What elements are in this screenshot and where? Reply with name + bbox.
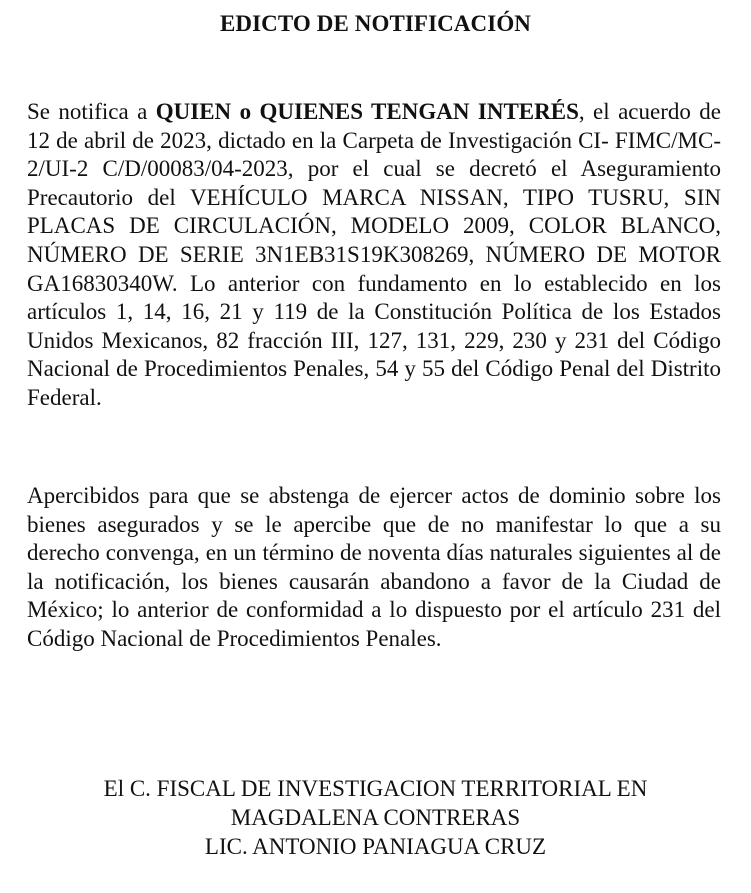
warning-paragraph: Apercibidos para que se abstenga de ejercer actos de dominio sobre los bienes asegurados y se le apercibe que de no manifestar lo que a su derecho convenga, en un término de noventa días naturales siguientes al de la notificación, los bienes causarán abandono a favor de la Ciudad de México; lo anterior de conformidad a lo dispuesto por el artículo 231 del Código Nacional de Procedimientos Penales. [27,483,721,651]
signature-line-title: El C. FISCAL DE INVESTIGACION TERRITORIAL EN [103,776,648,801]
signature-line-location: MAGDALENA CONTRERAS [230,805,521,830]
paragraph-intro: Se notifica a [27,99,156,124]
signature-line-name: LIC. ANTONIO PANIAGUA CRUZ [204,834,547,859]
signature-block [0,774,751,861]
addressee-bold: QUIEN o QUIENES TENGAN INTERÉS [155,99,579,124]
document-title: EDICTO DE NOTIFICACIÓN [219,11,532,36]
paragraph-body: , el acuerdo de 12 de abril de 2023, dictado en la Carpeta de Investigación CI- FIMC/MC-2/UI-2 C/D/00083/04-2023, por el cual se decretó el Aseguramiento Precautorio del VEHÍCULO MARCA NISSAN, TIPO TUSRU, SIN PLACAS DE CIRCULACIÓN, MODELO 2009, COLOR BLANCO, NÚMERO DE SERIE 3N1EB31S19K308269, NÚMERO DE MOTOR GA16830340W. Lo anterior con fundamento en lo establecido en los artículos 1, 14, 16, 21 y 119 de la Constitución Política de los Estados Unidos Mexicanos, 82 fracción III, 127, 131, 229, 230 y 231 del Código Nacional de Procedimientos Penales, 54 y 55 del Código Penal del Distrito Federal. [27,99,722,410]
notification-paragraph [27,98,721,413]
